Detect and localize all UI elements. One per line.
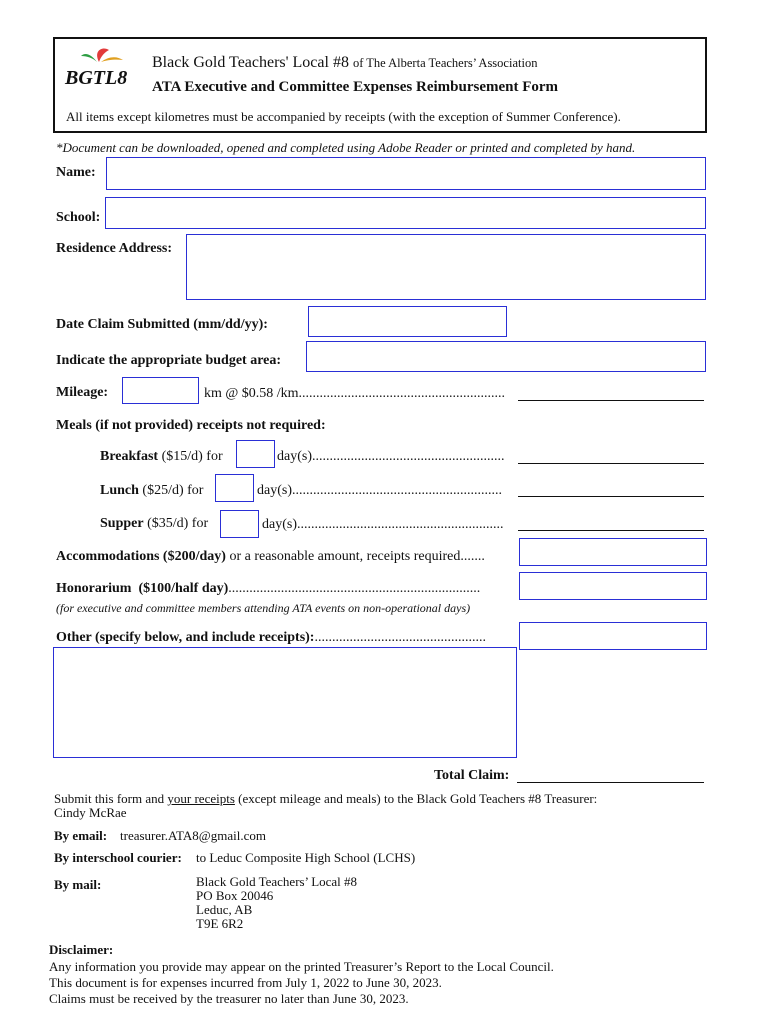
breakfast-days-text: day(s)....................................................... [277,449,505,464]
mileage-rate: km @ $0.58 /km........................................................... [204,386,506,401]
supper-label: Supper [100,516,144,531]
submit-line [54,791,597,807]
email-label: By email: [54,828,108,843]
doc-note: *Document can be downloaded, opened and completed using Adobe Reader or printed and completed by hand. [56,140,636,155]
email-value[interactable]: treasurer.ATA8@gmail.com [120,828,266,843]
receipts-emphasis: your receipts [167,791,235,806]
supper-days-field[interactable] [220,510,259,538]
other-dots: ................................................. [314,630,486,645]
lunch-days-text: day(s)............................................................ [257,483,502,498]
honor-rate: ($100/half day) [138,581,229,596]
org-name [152,54,537,72]
svg-text:BGTL8: BGTL8 [65,67,128,89]
budget-field[interactable] [306,341,706,372]
accom-label: Accommodations ($200/day) [56,549,226,564]
disclaimer-text [49,959,554,1007]
submit-post: (except mileage and meals) to the Black Gold Teachers #8 Treasurer: [238,791,598,806]
treasurer-name: Cindy McRae [54,805,127,820]
supper-row [100,516,208,532]
supper-days-text: day(s)........................................................... [262,517,504,532]
school-field[interactable] [105,197,706,229]
honor-amount-field[interactable] [519,572,707,600]
mail-label: By mail: [54,877,102,892]
honor-note: (for executive and committee members attending ATA events on non-operational days) [56,601,471,615]
date-label: Date Claim Submitted (mm/dd/yy): [56,317,268,332]
supper-amount-line[interactable] [518,530,704,531]
bgtl8-logo [63,44,129,94]
breakfast-label: Breakfast [100,449,159,464]
address-label: Residence Address: [56,241,173,256]
honor-row [56,581,480,597]
receipt-note: All items except kilometres must be accompanied by receipts (with the exception of Summer Conference). [66,109,621,124]
mileage-amount-line[interactable] [518,400,704,401]
address-field[interactable] [186,234,706,300]
honor-dots: ........................................................................ [228,581,481,596]
other-description-field[interactable] [53,647,517,758]
disclaimer-heading: Disclaimer: [49,942,114,957]
form-title: ATA Executive and Committee Expenses Reimbursement Form [152,79,559,95]
disclaimer-line-3: Claims must be received by the treasurer no later than June 30, 2023. [49,991,409,1006]
accom-row [56,549,485,565]
mail-line-1: Black Gold Teachers’ Local #8 [196,874,358,889]
name-label: Name: [56,165,96,180]
mileage-km-field[interactable] [122,377,199,404]
other-row [56,630,486,646]
name-field[interactable] [106,157,706,190]
org-main: Black Gold Teachers' Local #8 [152,54,349,71]
lunch-label: Lunch [100,483,139,498]
breakfast-amount-line[interactable] [518,463,704,464]
total-amount-line[interactable] [517,782,704,783]
mail-line-2: PO Box 20046 [196,888,274,903]
accom-amount-field[interactable] [519,538,707,566]
org-sub: of The Alberta Teachers’ Association [352,56,538,70]
other-amount-field[interactable] [519,622,707,650]
mileage-label: Mileage: [56,385,109,400]
breakfast-rate: ($15/d) for [161,449,223,464]
submit-pre: Submit this form and [54,791,165,806]
mail-line-4: T9E 6R2 [196,916,244,931]
mail-line-3: Leduc, AB [196,902,253,917]
breakfast-days-field[interactable] [236,440,275,468]
supper-rate: ($35/d) for [147,516,209,531]
lunch-days-field[interactable] [215,474,254,502]
date-field[interactable] [308,306,507,337]
total-label: Total Claim: [434,768,510,783]
meals-heading: Meals (if not provided) receipts not required: [56,418,326,433]
other-label: Other (specify below, and include receipts): [56,630,315,645]
school-label: School: [56,210,101,225]
courier-value: to Leduc Composite High School (LCHS) [196,850,416,865]
mail-address [196,875,357,931]
disclaimer-line-2: This document is for expenses incurred from July 1, 2022 to June 30, 2023. [49,975,442,990]
lunch-row [100,483,203,499]
breakfast-row [100,449,223,465]
lunch-amount-line[interactable] [518,496,704,497]
accom-text: or a reasonable amount, receipts required....... [229,549,485,564]
honor-label: Honorarium [56,581,132,596]
budget-label: Indicate the appropriate budget area: [56,353,282,368]
lunch-rate: ($25/d) for [142,483,204,498]
disclaimer-line-1: Any information you provide may appear on the printed Treasurer’s Report to the Local Council. [49,959,554,974]
courier-label: By interschool courier: [54,850,182,865]
